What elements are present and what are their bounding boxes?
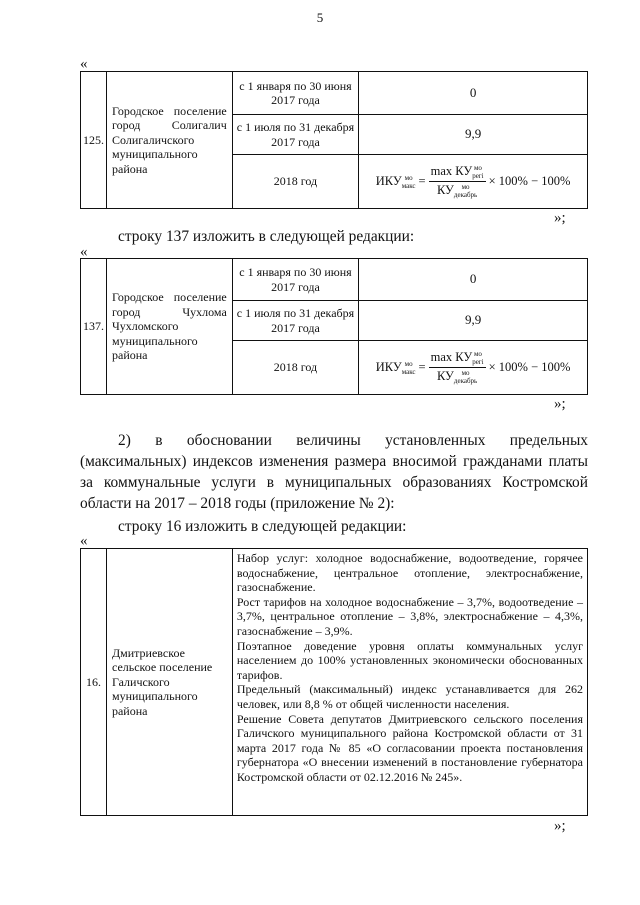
formula-sub: декабрь <box>453 191 478 200</box>
formula-denominator: КУ <box>436 183 454 197</box>
row-number: 125. <box>81 72 107 209</box>
period-cell: с 1 июля по 31 декабря 2017 года <box>232 301 358 341</box>
open-quote: « <box>80 244 88 260</box>
municipality-name: Дмитриевское сельское поселение Галичского муниципального района <box>106 549 232 816</box>
index-value: 0 <box>359 259 588 301</box>
close-quote: »; <box>554 818 566 834</box>
formula-tail: × 100% − 100% <box>488 174 571 189</box>
table-row-16 <box>80 548 588 816</box>
close-quote: »; <box>554 396 566 412</box>
period-cell: с 1 января по 30 июня 2017 года <box>232 259 358 301</box>
instruction-16: строку 16 изложить в следующей редакции: <box>118 518 407 535</box>
page-number: 5 <box>316 10 324 25</box>
row-number: 137. <box>81 259 107 395</box>
period-cell: с 1 июля по 31 декабря 2017 года <box>232 115 358 155</box>
description-cell <box>232 549 587 816</box>
municipality-name: Городское поселение город Солигалич Солигаличского муниципального района <box>107 72 233 209</box>
open-quote: « <box>80 533 88 549</box>
formula-numerator: max КУ <box>430 163 473 178</box>
index-value: 9,9 <box>359 115 588 155</box>
formula-lhs: ИКУ <box>375 174 402 189</box>
description-paragraph: Предельный (максимальный) индекс устанавливается для 262 человек, или 8,8 % от общей численности населения. <box>236 682 583 711</box>
formula-sup: мо <box>461 369 470 378</box>
formula-sub: регi <box>472 172 484 180</box>
description-paragraph: Поэтапное доведение уровня оплаты коммунальных услуг населением до 100% установленных экономически обоснованных тарифов. <box>236 638 583 682</box>
formula-fraction <box>429 164 486 199</box>
table-row-125 <box>80 71 588 209</box>
index-value: 9,9 <box>359 301 588 341</box>
index-formula-cell <box>359 341 588 395</box>
description-paragraph: Набор услуг: холодное водоснабжение, водоотведение, горячее водоснабжение, центральное отопление, электроснабжение, газоснабжение. <box>236 551 583 595</box>
formula-denominator: КУ <box>436 369 454 383</box>
row-number: 16. <box>81 549 107 816</box>
period-cell: 2018 год <box>232 341 358 395</box>
formula-sup: мо <box>473 164 482 172</box>
formula-fraction <box>429 350 486 385</box>
instruction-137: строку 137 изложить в следующей редакции: <box>118 228 415 245</box>
formula-sub: декабрь <box>453 377 478 386</box>
formula-sub: макс <box>401 367 416 376</box>
formula-sup: мо <box>404 359 413 368</box>
table-row-137 <box>80 258 588 395</box>
formula-sup: мо <box>404 173 413 182</box>
period-cell: с 1 января по 30 июня 2017 года <box>232 72 358 115</box>
index-formula-cell <box>359 155 588 209</box>
period-cell: 2018 год <box>232 155 358 209</box>
description-paragraph: Решение Совета депутатов Дмитриевского сельского поселения Галичского муниципального района Костромской области от 31 марта 2017 года № 85 «О согласовании проекта постановления губернатора «О внесении изменений в постановление губернатора Костромской области от 02.12.2016 № 245». <box>236 711 583 784</box>
formula-sub: регi <box>472 358 484 366</box>
close-quote: »; <box>554 210 566 226</box>
formula-lhs: ИКУ <box>375 360 402 375</box>
formula-numerator: max КУ <box>430 349 473 364</box>
index-formula <box>363 350 583 385</box>
description-paragraph: Рост тарифов на холодное водоснабжение – 3,7%, водоотведение – 3,7%, центральное отопление – 3,8%, электроснабжение – 4,3%, газоснабжение – 3,9%. <box>236 594 583 638</box>
formula-sub: макс <box>401 181 416 190</box>
formula-equals: = <box>418 174 426 189</box>
paragraph-2: 2) в обосновании величины установленных предельных (максимальных) индексов изменения размера вносимой гражданами платы за коммунальные услуги в муниципальных образованиях Костромской области на 2017 – 2018 годы (приложение № 2): <box>80 432 588 512</box>
formula-equals: = <box>418 360 426 375</box>
formula-sup: мо <box>473 350 482 358</box>
index-value: 0 <box>359 72 588 115</box>
municipality-name: Городское поселение город Чухлома Чухломского муниципального района <box>107 259 233 395</box>
formula-tail: × 100% − 100% <box>488 360 571 375</box>
index-formula <box>363 164 583 199</box>
formula-sup: мо <box>461 183 470 192</box>
open-quote: « <box>80 56 88 72</box>
